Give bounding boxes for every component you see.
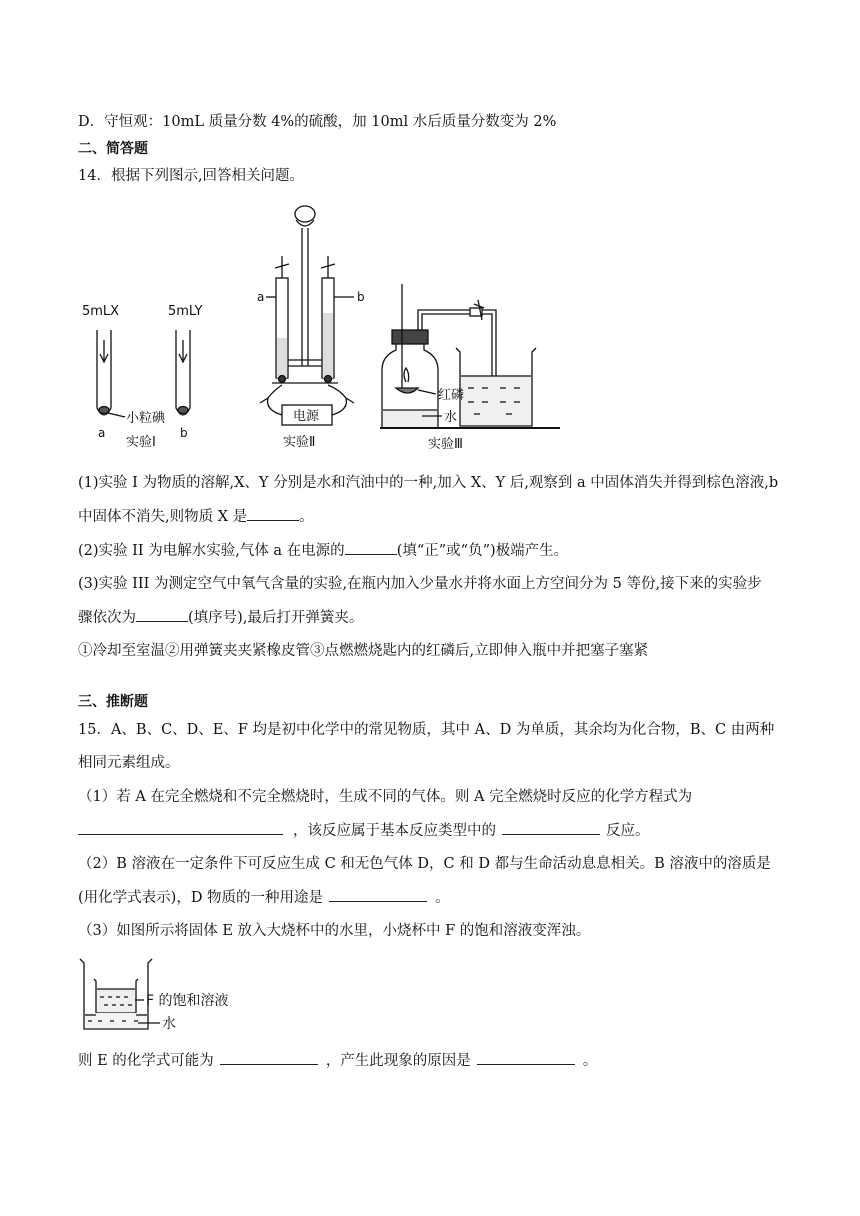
section-3-title: 三、推断题 bbox=[78, 694, 148, 710]
q15-part1-text: ，该反应属于基本反应类型中的 bbox=[293, 823, 496, 839]
answer-blank[interactable] bbox=[345, 540, 397, 555]
q14-figure bbox=[70, 198, 570, 460]
iodine-b bbox=[178, 407, 188, 414]
q15-stem-line1: 15．A、B、C、D、E、F 均是初中化学中的常见物质，其中 A、D 为单质，其余均为化合物，B、C 由两种 bbox=[78, 722, 775, 738]
answer-blank[interactable] bbox=[502, 820, 600, 835]
exp1-caption: 实验Ⅰ bbox=[126, 435, 156, 450]
q14-part1-line1: (1)实验 I 为物质的溶解,X、Y 分别是水和汽油中的一种,加入 X、Y 后,观察到 a 中固体消失并得到棕色溶液,b bbox=[78, 475, 779, 491]
option-d: D．守恒观：10mL 质量分数 4%的硫酸，加 10ml 水后质量分数变为 2% bbox=[78, 114, 557, 130]
q15-part1-end: 反应。 bbox=[606, 823, 650, 839]
exp2-caption: 实验Ⅱ bbox=[283, 435, 316, 450]
exp3-caption: 实验Ⅲ bbox=[428, 437, 463, 452]
answer-blank[interactable] bbox=[136, 607, 188, 622]
q15-part2-line2 bbox=[78, 887, 450, 908]
q15-last-middle: ，产生此现象的原因是 bbox=[325, 1053, 471, 1069]
q14-part1-end: 。 bbox=[299, 509, 314, 525]
iodine-a bbox=[99, 407, 109, 414]
q14-steps: ①冷却至室温②用弹簧夹夹紧橡皮管③点燃燃烧匙内的红磷后,立即伸入瓶中并把塞子塞紧 bbox=[78, 643, 649, 659]
q15-part2-text: (用化学式表示)，D 物质的一种用途是 bbox=[78, 890, 324, 906]
answer-blank[interactable] bbox=[247, 506, 299, 521]
q15-last-text: 则 E 的化学式可能为 bbox=[78, 1053, 214, 1069]
q14-part1-line2 bbox=[78, 506, 314, 527]
f-solution-label: F 的饱和溶液 bbox=[146, 993, 229, 1009]
answer-blank[interactable] bbox=[477, 1050, 575, 1065]
q15-part1-line2 bbox=[78, 820, 650, 841]
q14-part3-end: (填序号),最后打开弹簧夹。 bbox=[188, 610, 364, 626]
q15-last-end: 。 bbox=[582, 1053, 598, 1069]
answer-blank[interactable] bbox=[220, 1050, 318, 1065]
exp1-tube-y-label: 5mLY bbox=[168, 304, 203, 319]
q15-part2-line1: （2）B 溶液在一定条件下可反应生成 C 和无色气体 D，C 和 D 都与生命活动息息相关。B 溶液中的溶质是 bbox=[78, 856, 771, 872]
exp1-tube-a-label: a bbox=[98, 426, 106, 440]
q15-figure bbox=[78, 955, 278, 1035]
exp2-power-label: 电源 bbox=[293, 409, 320, 424]
exp1-figure bbox=[82, 304, 202, 450]
water-label: 水 bbox=[162, 1016, 176, 1032]
exp1-tube-b-label: b bbox=[180, 426, 188, 440]
exp2-figure bbox=[257, 206, 365, 450]
exp1-tube-x-label: 5mLX bbox=[82, 304, 120, 319]
q15-part3-line1: （3）如图所示将固体 E 放入大烧杯中的水里，小烧杯中 F 的饱和溶液变浑浊。 bbox=[78, 923, 591, 939]
exp3-red-p-label: 红磷 bbox=[438, 388, 465, 403]
exp2-label-b: b bbox=[357, 290, 365, 304]
q14-part2-end: (填“正”或“负”)极端产生。 bbox=[396, 543, 569, 559]
exp3-water-label: 水 bbox=[444, 410, 458, 425]
q14-stem: 14．根据下列图示,回答相关问题。 bbox=[78, 168, 305, 184]
answer-blank[interactable] bbox=[78, 820, 283, 835]
answer-blank[interactable] bbox=[329, 887, 427, 902]
q15-last-line bbox=[78, 1050, 597, 1071]
q14-part3-line1: (3)实验 III 为测定空气中氧气含量的实验,在瓶内加入少量水并将水面上方空间分为 5 等份,接下来的实验步 bbox=[78, 576, 762, 592]
q14-part2-text: (2)实验 II 为电解水实验,气体 a 在电源的 bbox=[78, 543, 345, 559]
q15-part2-end: 。 bbox=[435, 890, 450, 906]
q14-part1-text: 中固体不消失,则物质 X 是 bbox=[78, 509, 248, 525]
q14-part3-line2 bbox=[78, 607, 363, 628]
stopper bbox=[392, 330, 428, 344]
q15-stem-line2: 相同元素组成。 bbox=[78, 755, 180, 771]
section-2-title: 二、简答题 bbox=[78, 141, 148, 157]
exp3-figure bbox=[380, 284, 560, 452]
q14-part2 bbox=[78, 540, 568, 561]
exp1-solid-label: 小粒碘 bbox=[126, 411, 166, 426]
q15-part1-line1: （1）若 A 在完全燃烧和不完全燃烧时，生成不同的气体。则 A 完全燃烧时反应的化学方程式为 bbox=[78, 789, 693, 805]
exp2-label-a: a bbox=[257, 290, 265, 304]
q14-part3-text: 骤依次为 bbox=[78, 610, 136, 626]
